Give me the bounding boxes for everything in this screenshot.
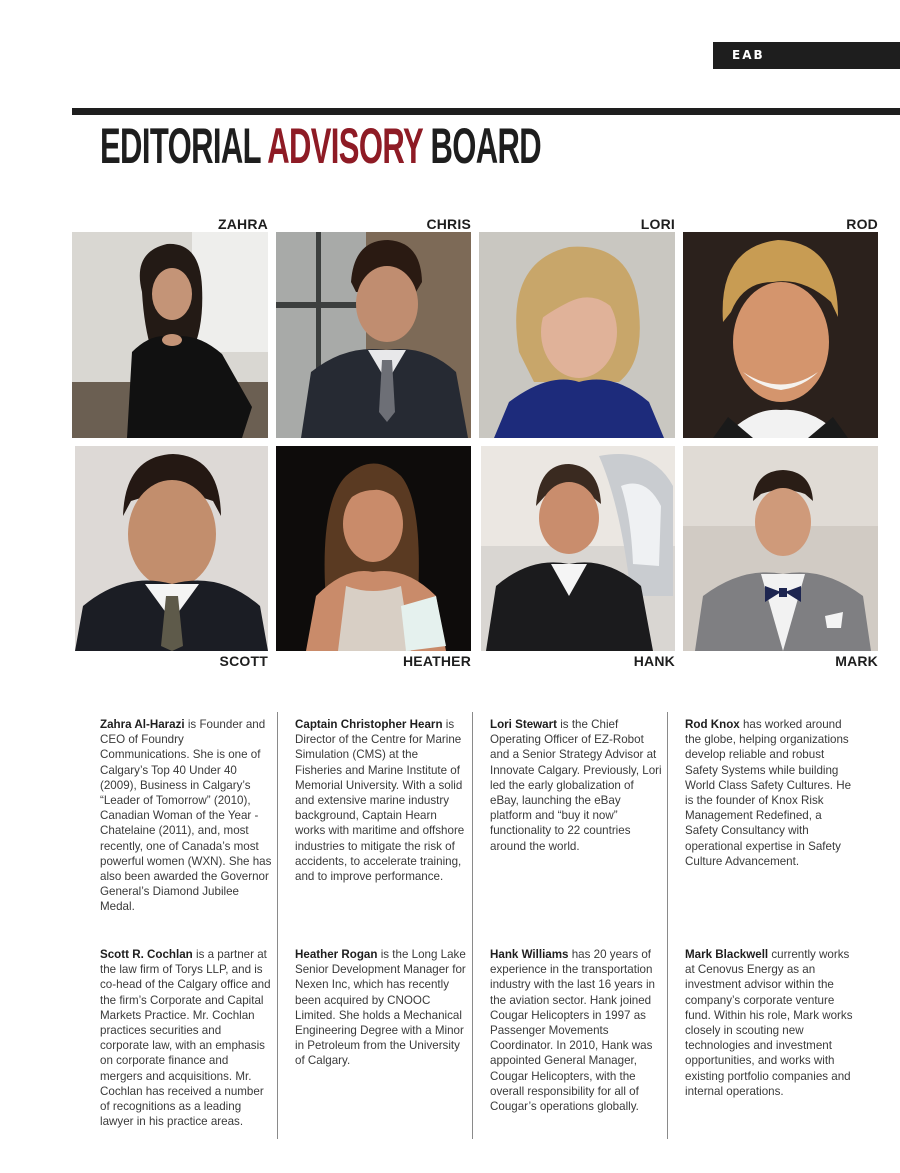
- member-label-mark: MARK: [835, 653, 878, 669]
- title-part-board: BOARD: [422, 118, 542, 174]
- member-label-lori: LORI: [640, 216, 675, 232]
- section-tag: EAB: [713, 42, 900, 69]
- photo-hank: [481, 446, 675, 651]
- bio-name: Lori Stewart: [490, 718, 557, 731]
- column-divider: [667, 712, 668, 1139]
- bio-name: Scott R. Cochlan: [100, 948, 193, 961]
- photo-heather: [276, 446, 471, 651]
- bio-heather: [295, 947, 467, 1069]
- photo-mark: [683, 446, 878, 651]
- header-rule: [72, 108, 900, 115]
- title-part-editorial: EDITORIAL: [100, 118, 268, 174]
- photo-zahra: [72, 232, 268, 438]
- bio-text: currently works at Cenovus Energy as an investment advisor within the company’s corporate venture fund. Within his role, Mark works closely in scouting new technologies and investment opportunities, and works with existing portfolio companies and internal operations.: [685, 948, 853, 1098]
- bio-text: is the Long Lake Senior Development Manager for Nexen Inc, which has recently been acquired by CNOOC Limited. She holds a Mechanical Engineering Degree with a Minor in Petroleum from the University of Calgary.: [295, 948, 466, 1068]
- photo-lori: [479, 232, 675, 438]
- bio-scott: [100, 947, 272, 1129]
- bio-name: Zahra Al-Harazi: [100, 718, 185, 731]
- bio-zahra: [100, 717, 272, 915]
- photo-scott: [75, 446, 268, 651]
- bio-text: is the Chief Operating Officer of EZ-Robot and a Senior Strategy Advisor at Innovate Calgary. Previously, Lori led the early globalization of eBay, launching the eBay platform and “buy it now” functionality to 22 countries around the world.: [490, 718, 662, 853]
- photo-rod: [683, 232, 878, 438]
- bio-text: is a partner at the law firm of Torys LLP, and is co-head of the Calgary office and the firm’s Corporate and Capital Markets Practice. Mr. Cochlan practices securities and corporate law, with an emphasis on corporate finance and mergers and acquisitions. Mr. Cochlan has received a number of recognitions as a leading lawyer in his practice areas.: [100, 948, 271, 1129]
- bio-chris: [295, 717, 467, 884]
- bio-text: is Founder and CEO of Foundry Communications. She is one of Calgary’s Top 40 Under 40 (2009), Business in Calgary’s “Leader of Tomorrow” (2010), Canadian Woman of the Year - Chatelaine (2011), and, most recently, one of Canada’s most powerful women (WXN). She has also been awarded the Governor General’s Diamond Jubilee Medal.: [100, 718, 272, 914]
- bio-name: Captain Christopher Hearn: [295, 718, 443, 731]
- bio-rod: [685, 717, 857, 869]
- bio-name: Heather Rogan: [295, 948, 378, 961]
- bio-text: has worked around the globe, helping organizations develop reliable and robust Safety Systems while building World Class Safety Cultures. He is the founder of Knox Risk Management Redefined, a Safety Consultancy with operational expertise in Safety Culture Advancement.: [685, 718, 852, 868]
- member-label-rod: ROD: [846, 216, 878, 232]
- column-divider: [472, 712, 473, 1139]
- photo-chris: [276, 232, 471, 438]
- bio-name: Rod Knox: [685, 718, 740, 731]
- member-label-chris: CHRIS: [426, 216, 471, 232]
- title-part-advisory: ADVISORY: [267, 118, 423, 174]
- bio-name: Hank Williams: [490, 948, 569, 961]
- bio-name: Mark Blackwell: [685, 948, 769, 961]
- bio-text: is Director of the Centre for Marine Simulation (CMS) at the Fisheries and Marine Institute of Memorial University. With a solid and extensive marine industry background, Captain Hearn works with maritime and offshore industries to mitigate the risk of accidents, to accelerate training, and to improve performance.: [295, 718, 465, 884]
- bio-mark: [685, 947, 857, 1099]
- member-label-heather: HEATHER: [402, 653, 471, 669]
- bio-text: has 20 years of experience in the transportation industry with the last 16 years in the aviation sector. Hank joined Cougar Helicopters in 1997 as Passenger Movements Coordinator. In 2010, Hank was appointed General Manager, Cougar Helicopters, with the overall responsibility for all of Cougar’s operations globally.: [490, 948, 655, 1114]
- member-label-scott: SCOTT: [219, 653, 268, 669]
- bio-lori: [490, 717, 662, 854]
- member-label-zahra: ZAHRA: [218, 216, 268, 232]
- page-title: [100, 118, 541, 174]
- column-divider: [277, 712, 278, 1139]
- bio-hank: [490, 947, 662, 1114]
- member-label-hank: HANK: [633, 653, 675, 669]
